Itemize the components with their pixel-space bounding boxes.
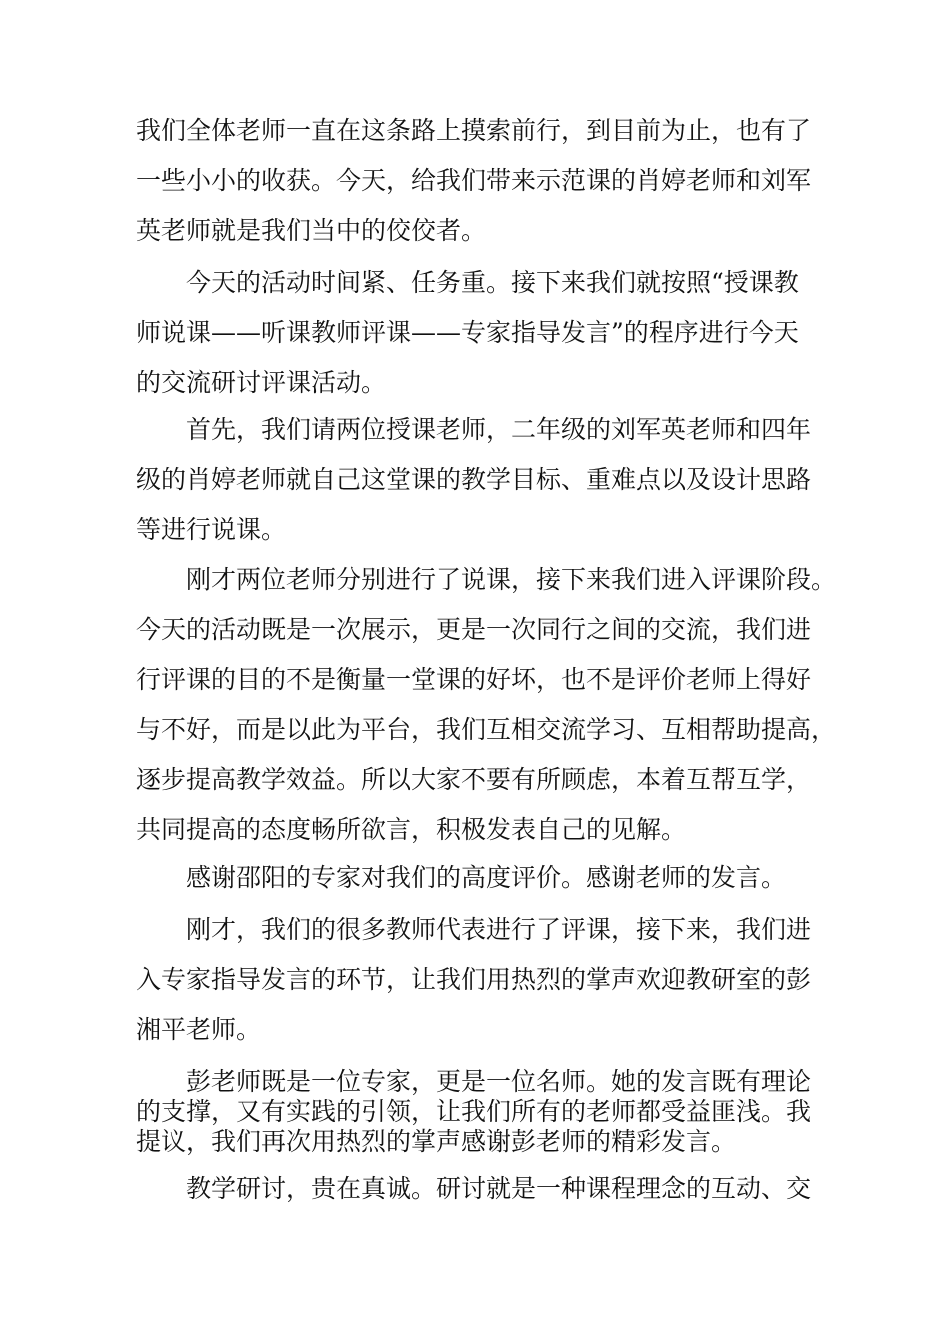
text-line: 英老师就是我们当中的佼佼者。 [136, 216, 487, 245]
paragraph-2 [136, 258, 836, 408]
text-line: 行评课的目的不是衡量一堂课的好坏，也不是评价老师上得好 [136, 665, 812, 694]
text-line: 逐步提高教学效益。所以大家不要有所顾虑，本着互帮互学， [136, 765, 812, 794]
text-line: 的交流研讨评课活动。 [136, 368, 387, 397]
paragraph-1 [136, 106, 836, 256]
paragraph-7 [136, 1067, 836, 1157]
paragraph-3 [136, 405, 836, 555]
text-line: 师说课——听课教师评课——专家指导发言”的程序进行今天 [136, 318, 799, 347]
text-line: 共同提高的态度畅所欲言，积极发表自己的见解。 [136, 815, 687, 844]
text-line: 刚才两位老师分别进行了说课，接下来我们进入评课阶段。 [186, 565, 837, 594]
text-line: 感谢邵阳的专家对我们的高度评价。感谢老师的发言。 [186, 863, 787, 892]
paragraph-5 [136, 853, 836, 903]
text-line: 湘平老师。 [136, 1015, 262, 1044]
text-line: 刚才，我们的很多教师代表进行了评课，接下来，我们进 [186, 915, 812, 944]
text-line: 彭老师既是一位专家，更是一位名师。她的发言既有理论 [186, 1067, 812, 1096]
text-line: 一些小小的收获。今天，给我们带来示范课的肖婷老师和刘军 [136, 166, 812, 195]
paragraph-6 [136, 905, 836, 1055]
text-line: 教学研讨，贵在真诚。研讨就是一种课程理念的互动、交 [186, 1174, 812, 1203]
text-line: 今天的活动既是一次展示，更是一次同行之间的交流，我们进 [136, 615, 812, 644]
paragraph-8 [136, 1164, 836, 1214]
paragraph-4 [136, 555, 836, 855]
text-line: 的支撑，又有实践的引领，让我们所有的老师都受益匪浅。我 [136, 1097, 812, 1126]
text-line: 等进行说课。 [136, 515, 287, 544]
text-line: 级的肖婷老师就自己这堂课的教学目标、重难点以及设计思路 [136, 465, 812, 494]
text-line: 与不好，而是以此为平台，我们互相交流学习、互相帮助提高， [136, 715, 837, 744]
text-line: 我们全体老师一直在这条路上摸索前行，到目前为止，也有了 [136, 116, 812, 145]
text-line: 入专家指导发言的环节，让我们用热烈的掌声欢迎教研室的彭 [136, 965, 812, 994]
text-line: 首先，我们请两位授课老师，二年级的刘军英老师和四年 [186, 415, 812, 444]
text-line: 提议，我们再次用热烈的掌声感谢彭老师的精彩发言。 [136, 1127, 737, 1156]
text-line: 今天的活动时间紧、任务重。接下来我们就按照“授课教 [186, 268, 799, 297]
